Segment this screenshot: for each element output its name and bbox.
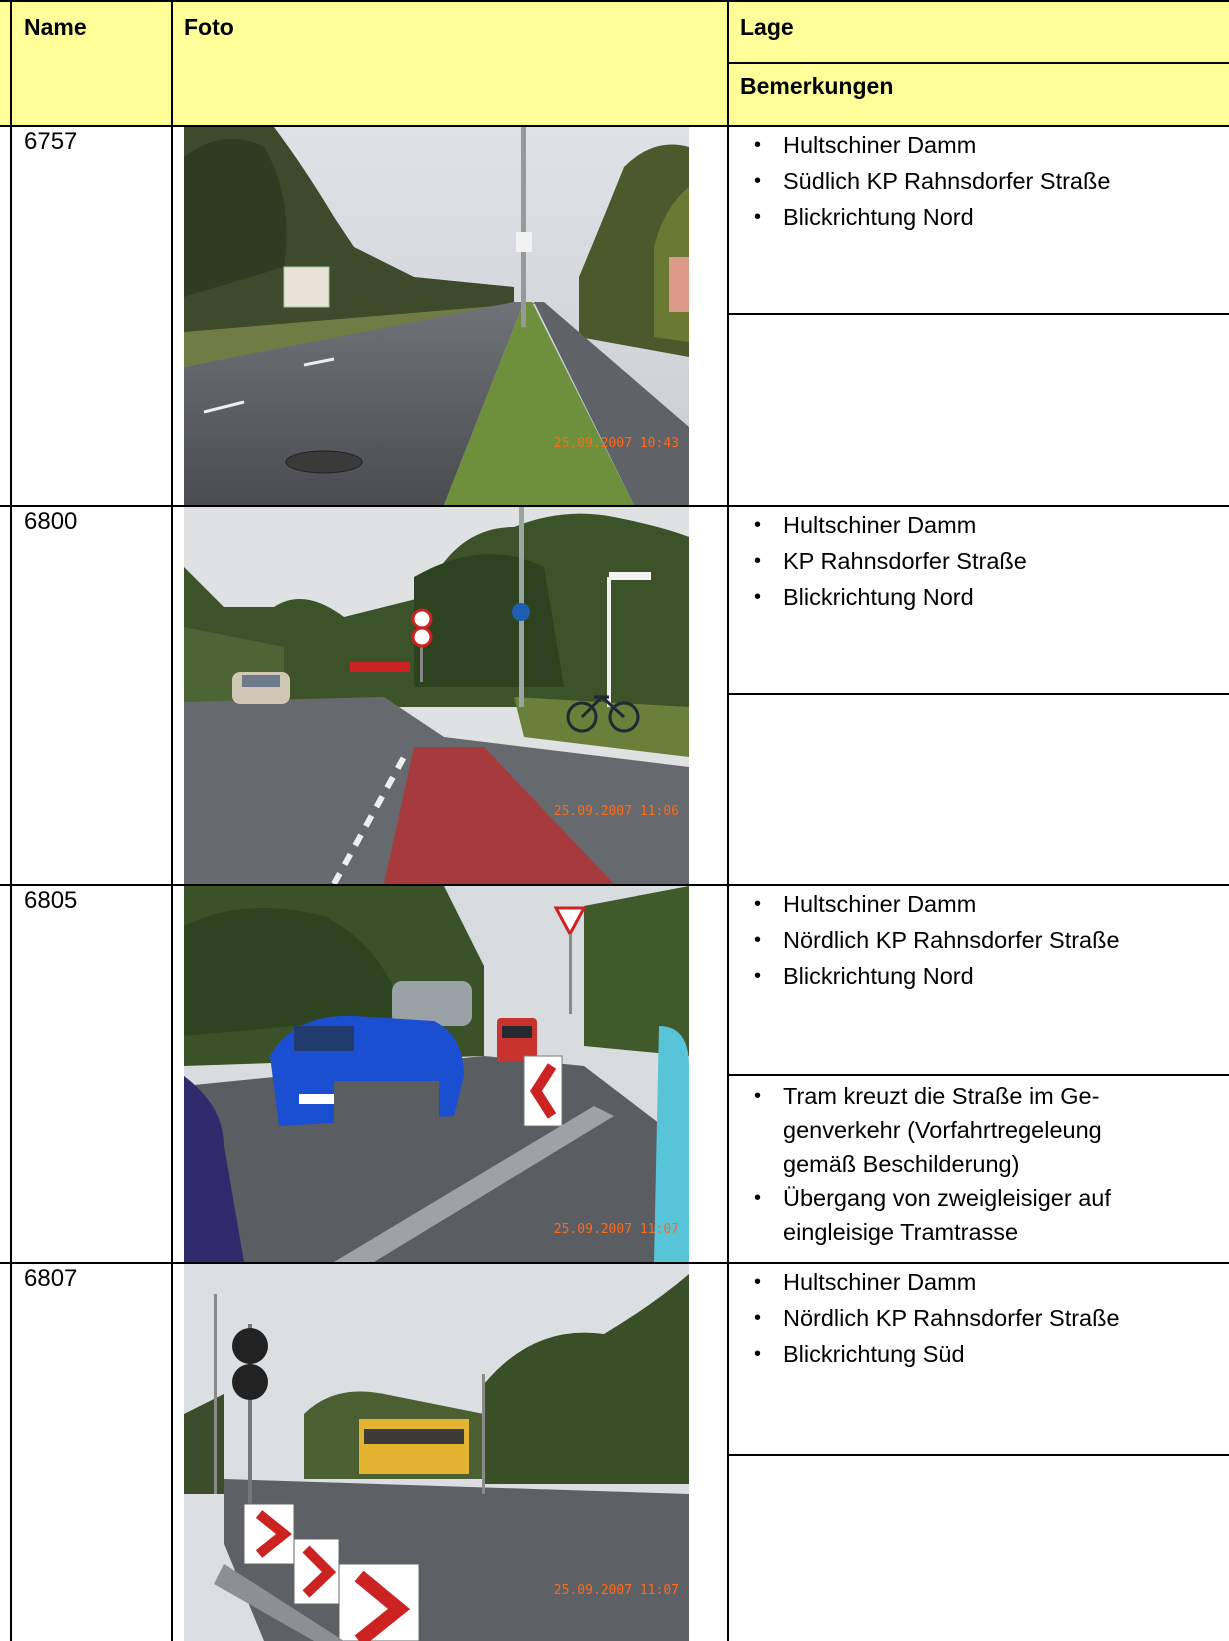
lage-bemerkungen-divider — [727, 1454, 1229, 1456]
bemerkung-item: • Tram kreuzt die Straße im Ge- genverkehr (Vorfahrtregeleung gemäß Beschilderung) — [740, 1079, 1220, 1181]
header-foto: Foto — [184, 14, 234, 40]
lage-list — [740, 127, 1220, 235]
header-name: Name — [24, 14, 87, 40]
bemerkung-item: • Übergang von zweigleisiger auf eingleisige Tramtrasse — [740, 1181, 1220, 1249]
photo-timestamp: 25.09.2007 11:07 — [553, 1583, 679, 1598]
lage-item: • Hultschiner Damm — [740, 886, 1220, 922]
lage-item: • Hultschiner Damm — [740, 507, 1220, 543]
lage-list — [740, 1264, 1220, 1372]
column-divider — [171, 0, 173, 1641]
lage-item: • KP Rahnsdorfer Straße — [740, 543, 1220, 579]
lage-bemerkungen-divider — [727, 693, 1229, 695]
row-name: 6807 — [24, 1265, 78, 1292]
bemerkungen-list — [740, 1079, 1220, 1249]
lage-item: • Südlich KP Rahnsdorfer Straße — [740, 163, 1220, 199]
column-divider — [727, 0, 729, 1641]
photo — [184, 507, 689, 884]
photo-timestamp: 25.09.2007 11:06 — [553, 804, 679, 819]
row-name: 6805 — [24, 887, 78, 914]
row-name: 6800 — [24, 508, 78, 535]
photo — [184, 886, 689, 1262]
lage-list — [740, 507, 1220, 615]
lage-item: • Blickrichtung Nord — [740, 199, 1220, 235]
lage-item: • Hultschiner Damm — [740, 1264, 1220, 1300]
photo — [184, 1264, 689, 1641]
header-lage: Lage — [740, 14, 794, 40]
lage-item: • Nördlich KP Rahnsdorfer Straße — [740, 922, 1220, 958]
lage-list — [740, 886, 1220, 994]
photo — [184, 127, 689, 505]
header-bemerkungen: Bemerkungen — [740, 73, 894, 99]
lage-item: • Nördlich KP Rahnsdorfer Straße — [740, 1300, 1220, 1336]
lage-item: • Hultschiner Damm — [740, 127, 1220, 163]
lage-item: • Blickrichtung Nord — [740, 958, 1220, 994]
row-name: 6757 — [24, 128, 78, 155]
lage-item: • Blickrichtung Nord — [740, 579, 1220, 615]
lage-item: • Blickrichtung Süd — [740, 1336, 1220, 1372]
photo-timestamp: 25.09.2007 11:07 — [553, 1222, 679, 1237]
photo-timestamp: 25.09.2007 10:43 — [553, 436, 679, 451]
header-divider — [727, 62, 1229, 64]
table-border — [10, 0, 12, 1641]
lage-bemerkungen-divider — [727, 313, 1229, 315]
table-border — [0, 0, 1229, 2]
lage-bemerkungen-divider — [727, 1074, 1229, 1076]
